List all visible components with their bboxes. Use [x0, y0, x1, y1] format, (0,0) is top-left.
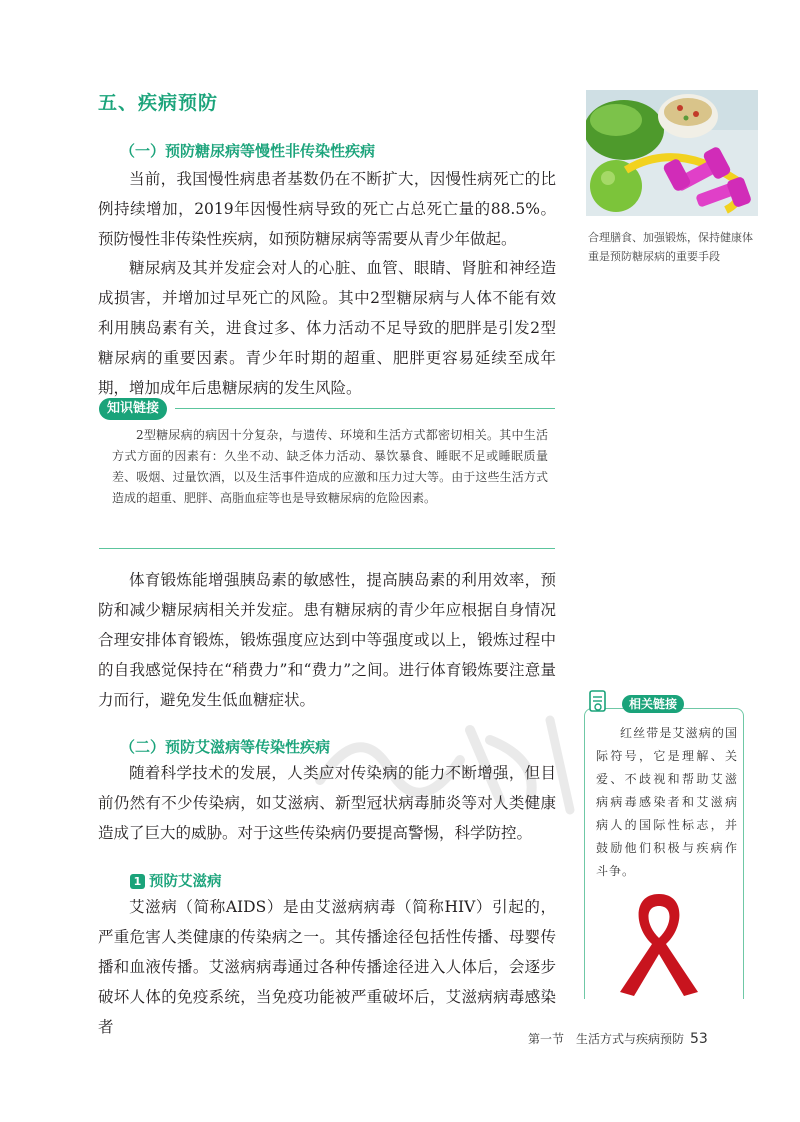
knowledge-link-tag: 知识链接 — [99, 398, 167, 420]
subsection-title-1: （一）预防糖尿病等慢性非传染性疾病 — [120, 142, 376, 160]
knowledge-link-text: 2型糖尿病的病因十分复杂，与遗传、环境和生活方式都密切相关。其中生活方式方面的因素有：久坐不动、缺乏体力活动、暴饮暴食、睡眠不足或睡眠质量差、吸烟、过量饮酒，以及生活事件造成的应激和压力过大等。由于这些生活方式造成的超重、肥胖、高脂血症等也是导致糖尿病的危险因素。 — [112, 428, 548, 505]
healthy-diet-exercise-photo — [586, 90, 758, 216]
paragraph-3: 体育锻炼能增强胰岛素的敏感性，提高胰岛素的利用效率，预防和减少糖尿病相关并发症。患有糖尿病的青少年应根据自身情况合理安排体育锻炼，锻炼强度应达到中等强度或以上，锻炼过程中的自我感觉保持在“稍费力”和“费力”之间。进行体育锻炼要注意量力而行，避免发生低血糖症状。 — [98, 571, 556, 709]
document-icon — [589, 690, 609, 714]
paragraph-5: 艾滋病（简称AIDS）是由艾滋病病毒（简称HIV）引起的，严重危害人类健康的传染病之一。其传播途径包括性传播、母婴传播和血液传播。艾滋病病毒通过各种传播途径进入人体后，会逐步破坏人体的免疫系统，当免疫功能被严重破坏后，艾滋病病毒感染者 — [98, 898, 556, 1036]
knowledge-link-top-rule — [175, 408, 555, 409]
page-number: 53 — [690, 1031, 708, 1047]
section-title: 五、疾病预防 — [98, 92, 219, 114]
related-link-tag: 相关链接 — [622, 695, 684, 713]
heading-prevent-aids-label: 预防艾滋病 — [149, 874, 222, 890]
heading-number-badge: 1 — [130, 874, 145, 889]
paragraph-4: 随着科学技术的发展，人类应对传染病的能力不断增强，但目前仍然有不少传染病，如艾滋病、新型冠状病毒肺炎等对人类健康造成了巨大的威胁。对于这些传染病仍要提高警惕，科学防控。 — [98, 764, 556, 842]
paragraph-1: 当前，我国慢性病患者基数仍在不断扩大，因慢性病死亡的比例持续增加，2019年因慢性病导致的死亡占总死亡量的88.5%。预防慢性非传染性疾病，如预防糖尿病等需要从青少年做起。 — [98, 170, 556, 248]
paragraph-2: 糖尿病及其并发症会对人的心脏、血管、眼睛、肾脏和神经造成损害，并增加过早死亡的风险。其中2型糖尿病与人体不能有效利用胰岛素有关，进食过多、体力活动不足导致的肥胖是引发2型糖尿病的重要因素。青少年时期的超重、肥胖更容易延续至成年期，增加成年后患糖尿病的发生风险。 — [98, 259, 556, 397]
page-footer — [528, 1030, 708, 1047]
photo-caption: 合理膳食、加强锻炼，保持健康体重是预防糖尿病的重要手段 — [588, 231, 753, 263]
footer-chapter: 第一节 生活方式与疾病预防 — [528, 1032, 685, 1046]
red-ribbon-icon — [612, 888, 706, 998]
related-link-text: 红丝带是艾滋病的国际符号，它是理解、关爱、不歧视和帮助艾滋病病毒感染者和艾滋病病人的国际性标志，并鼓励他们积极与疾病作斗争。 — [596, 726, 738, 878]
subsection-title-2: （二）预防艾滋病等传染性疾病 — [120, 738, 331, 756]
heading-prevent-aids — [130, 870, 222, 891]
knowledge-link-bottom-rule — [99, 548, 555, 549]
